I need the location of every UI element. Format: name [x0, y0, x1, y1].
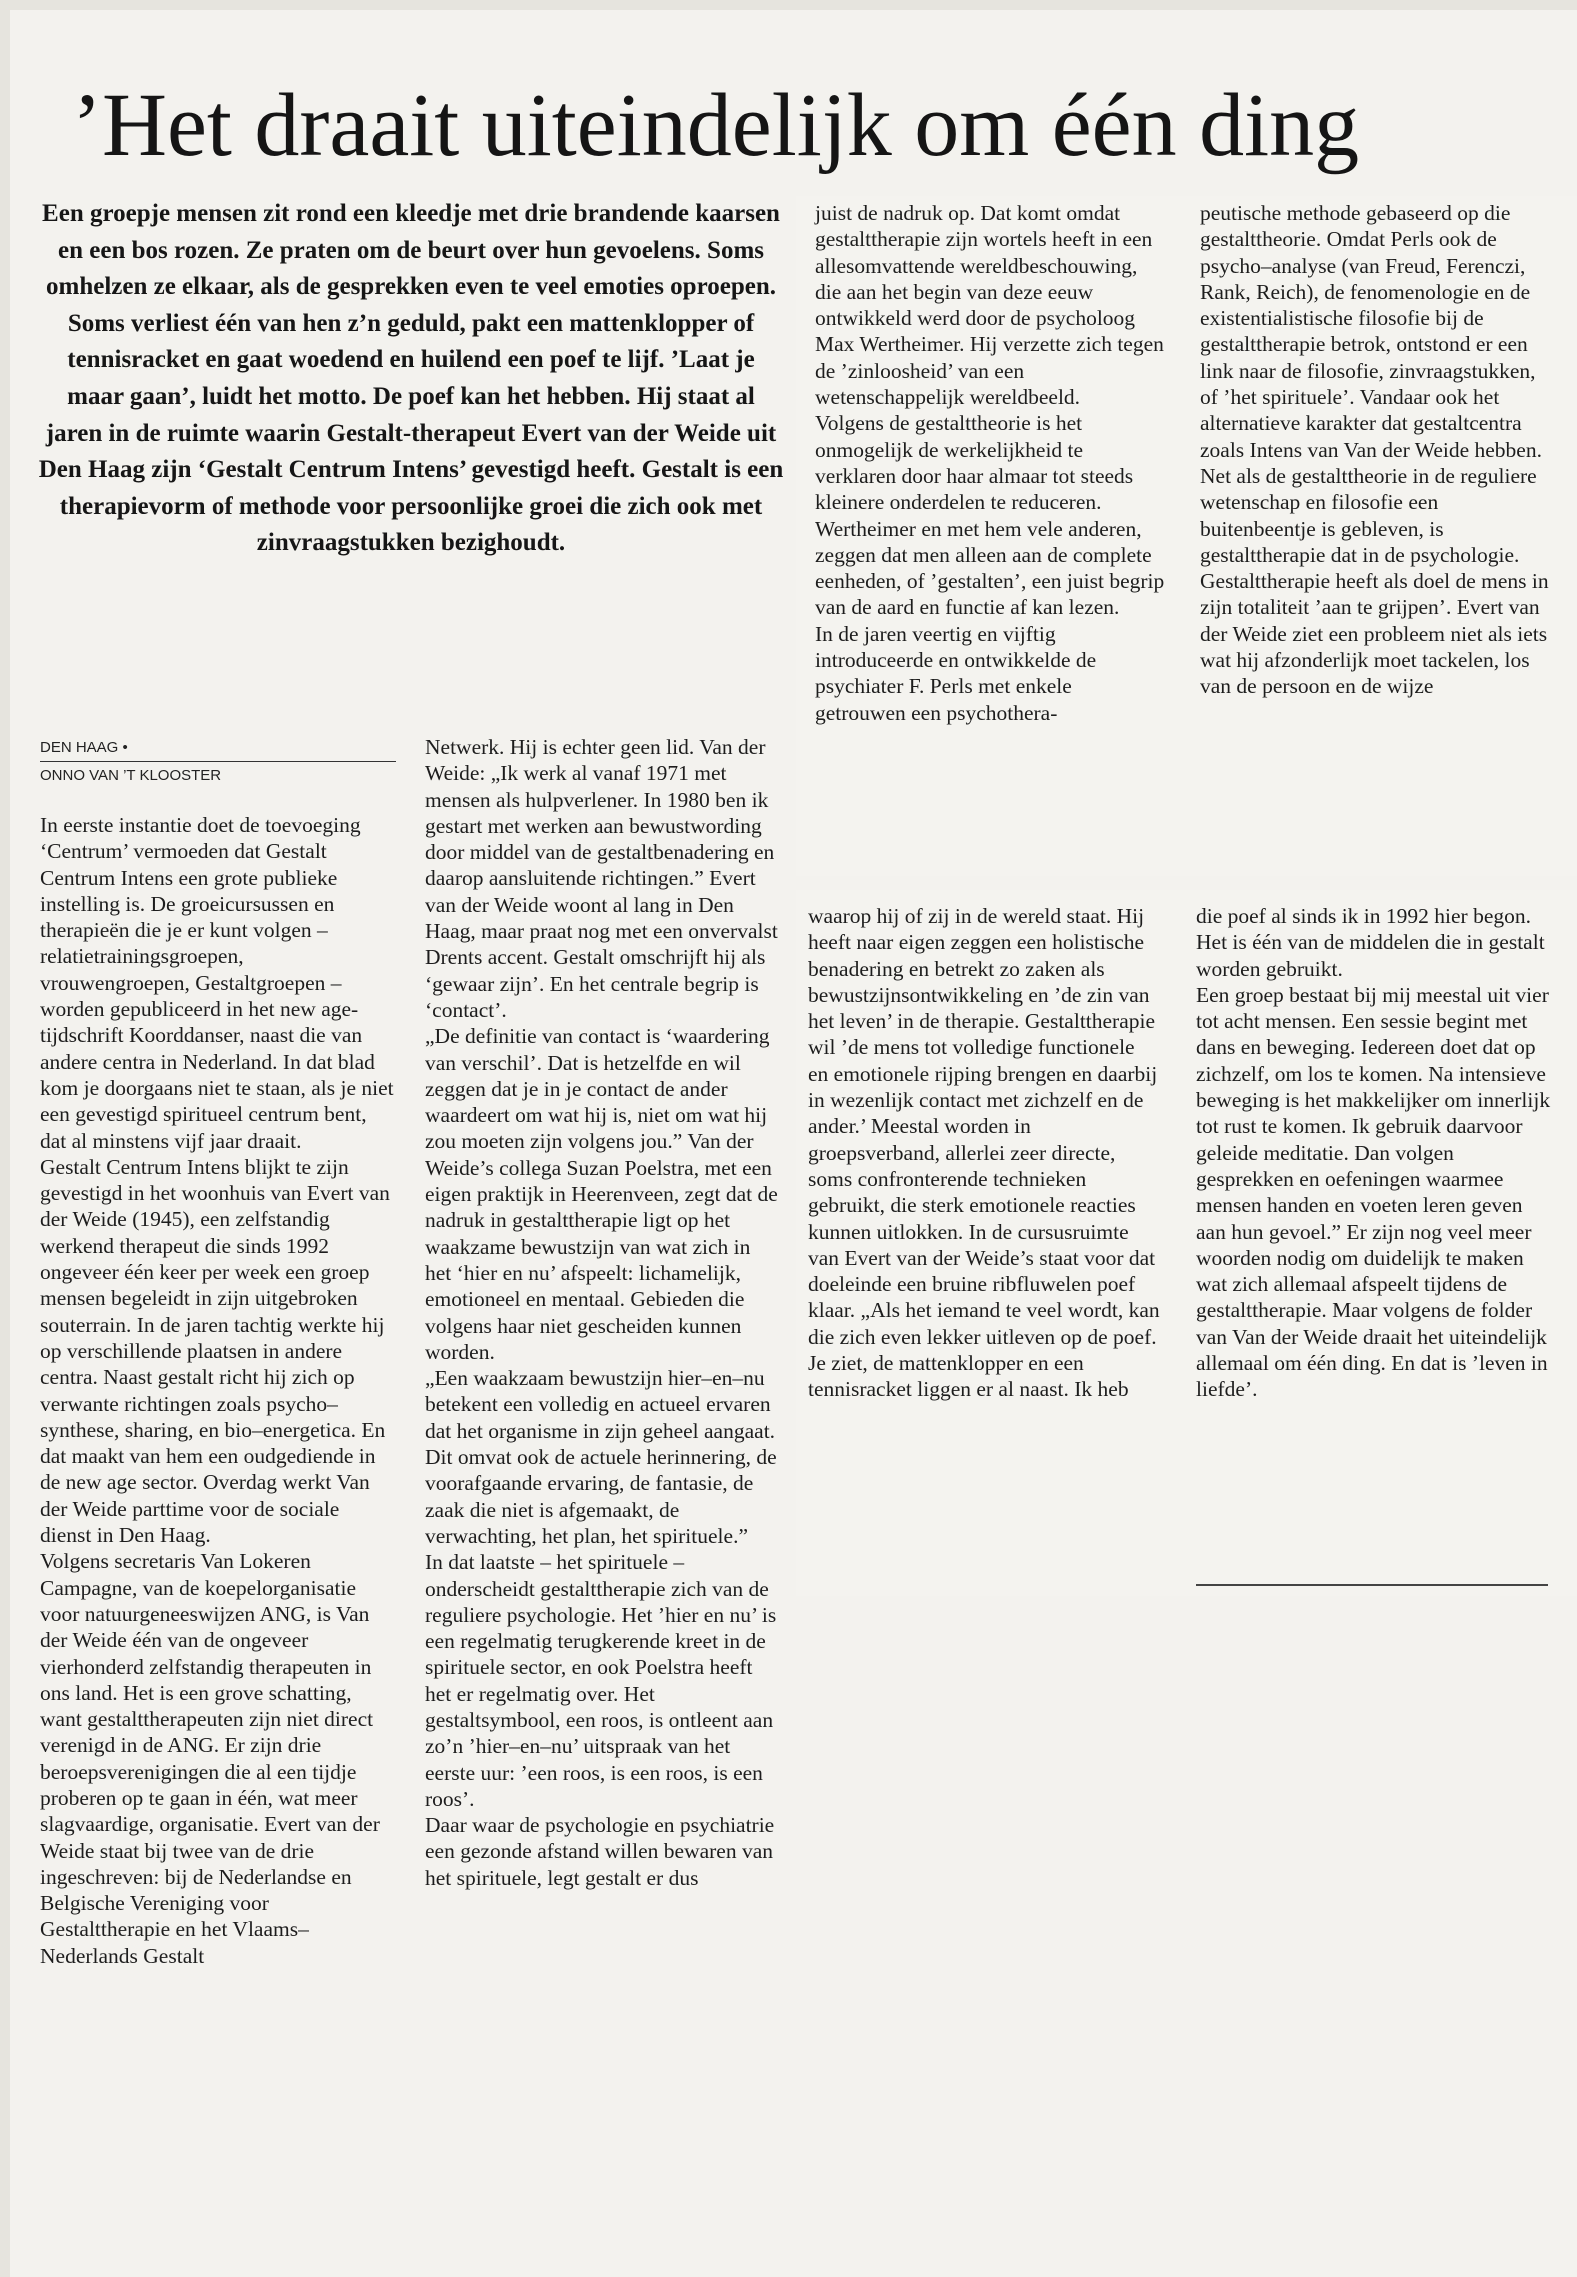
paragraph: peutische methode gebaseerd op die gestalttheorie. Omdat Perls ook de psycho–analyse (van Freud, Ferenczi, Rank, Reich), de fenomenologie en de existentialistische filosofie bij de gestalttherapie betrok, ontstond er een link naar de filosofie, zinvraagstukken, of ’het spirituele’. Vandaar ook het alternatieve karakter dat gestaltcentra zoals Intens van Van der Weide hebben.	[1200, 201, 1542, 462]
paragraph: „Een waakzaam bewustzijn hier–en–nu betekent een volledig en actueel ervaren dat het organisme in zijn geheel aangaat. Dit omvat ook de actuele herinnering, de voorafgaande ervaring, de fantasie, de zaak die niet is afgemaakt, de verwachting, het plan, het spirituele.”	[425, 1366, 777, 1548]
paragraph: Gestalt Centrum Intens blijkt te zijn gevestigd in het woonhuis van Evert van der Weide (1945), een zelfstandig werkend therapeut die sinds 1992 ongeveer één keer per week een groep mensen begeleidt in zijn uitgebroken souterrain. In de jaren tachtig werkte hij op verschillende plaatsen in andere centra. Naast gestalt richt hij zich op verwante richtingen zoals psycho–synthese, sharing, en bio–energetica. En dat maakt van hem een oudgediende in de new age sector. Overdag werkt Van der Weide parttime voor de sociale dienst in Den Haag.	[40, 1154, 390, 1548]
lead-paragraph	[36, 196, 786, 562]
paragraph: waarop hij of zij in de wereld staat. Hij heeft naar eigen zeggen een holistische benadering en betrekt zo zaken als bewustzijnsontwikkeling en ’de zin van het leven’ in de therapie. Gestalttherapie wil ’de mens tot volledige functionele en emotionele rijping brengen en daarbij in wezenlijk contact met zichzelf en de ander.’ Meestal worden in groepsverband, allerlei zeer directe, soms confronterende technieken gebruikt, die sterk emotionele reacties kunnen uitlokken. In de cursusruimte van Evert van der Weide’s staat voor dat doeleinde een bruine ribfluwelen poef klaar. „Als het iemand te veel wordt, kan die zich even lekker uitleven op de poef. Je ziet, de mattenklopper en een tennisracket liggen er al naast. Ik heb	[808, 904, 1160, 1402]
paragraph: Een groep bestaat bij mij meestal uit vier tot acht mensen. Een sessie begint met dans en beweging. Iedereen doet dat op zichzelf, om los te komen. Na intensieve beweging is het makkelijker om innerlijk tot rust te komen. Ik gebruik daarvoor geleide meditatie. Dan volgen gesprekken en oefeningen waarmee mensen handen en voeten leren geven aan hun gevoel.” Er zijn nog veel meer woorden nodig om duidelijk te maken wat zich allemaal afspeelt tijdens de gestalttherapie. Maar volgens de folder van Van der Weide draait het uiteindelijk allemaal om één ding. En dat is ’leven in liefde’.	[1196, 982, 1551, 1402]
byline	[40, 738, 396, 786]
headline: ’Het draait uiteindelijk om één ding	[72, 76, 1360, 176]
paragraph: Daar waar de psychologie en psychiatrie een gezonde afstand willen bewaren van het spirituele, legt gestalt er dus	[425, 1813, 775, 1890]
column-3	[815, 200, 1165, 726]
paragraph: In eerste instantie doet de toevoeging ‘Centrum’ vermoeden dat Gestalt Centrum Intens een grote publieke instelling is. De groeicursussen en therapieën die je er kunt volgen – relatietrainingsgroepen, vrouwengroepen, Gestaltgroepen – worden gepubliceerd in het new age-tijdschrift Koorddanser, naast die van andere centra in Nederland. In dat blad kom je doorgaans niet te staan, als je niet een gevestigd spiritueel centrum bent, dat al minstens vijf jaar draait.	[40, 813, 394, 1153]
paragraph: Netwerk. Hij is echter geen lid. Van der Weide: „Ik werk al vanaf 1971 met mensen als hulpverlener. In 1980 ben ik gestart met werken aan bewustwording door middel van de gestaltbenadering en daarop aansluitende richtingen.” Evert van der Weide woont al lang in Den Haag, maar praat nog met een onvervalst Drents accent. Gestalt omschrijft hij als ‘gewaar zijn’. En het centrale begrip is ‘contact’.	[425, 735, 778, 1022]
end-rule	[1196, 1584, 1548, 1586]
dateline: DEN HAAG •	[40, 738, 396, 762]
paragraph: die poef al sinds ik in 1992 hier begon. Het is één van de middelen die in gestalt worden gebruikt.	[1196, 904, 1545, 981]
paragraph: „De definitie van contact is ‘waardering van verschil’. Dat is hetzelfde en wil zeggen dat je in je contact de ander waardeert om wat hij is, niet om wat hij zou moeten zijn volgens jou.” Van der Weide’s collega Suzan Poelstra, met een eigen praktijk in Heerenveen, zegt dat de nadruk in gestalttherapie ligt op het waakzame bewustzijn van wat zich in het ‘hier en nu’ afspeelt: lichamelijk, emotioneel en mentaal. Gebieden die volgens haar niet gescheiden kunnen worden.	[425, 1024, 778, 1364]
column-5	[808, 903, 1160, 1403]
lead-text: Een groepje mensen zit rond een kleedje met drie brandende kaarsen en een bos rozen. Ze praten om de beurt over hun gevoelens. Soms omhelzen ze elkaar, als de gesprekken even te veel emoties oproepen. Soms verliest één van hen z’n geduld, pakt een mattenklopper of tennisracket en gaat woedend en huilend een poef te lijf. ’Laat je maar gaan’, luidt het motto. De poef kan het hebben. Hij staat al jaren in de ruimte waarin Gestalt-therapeut Evert van der Weide uit Den Haag zijn ‘Gestalt Centrum Intens’ gevestigd heeft. Gestalt is een therapievorm of methode voor persoonlijke groei die zich ook met zinvraagstukken bezighoudt.	[38, 200, 784, 557]
column-6	[1196, 903, 1551, 1403]
column-2	[425, 734, 781, 1891]
paragraph: Volgens de gestalttheorie is het onmogelijk de werkelijkheid te verklaren door haar almaar tot steeds kleinere onderdelen te reduceren. Wertheimer en met hem vele anderen, zeggen dat men alleen aan de complete eenheden, of ’gestalten’, een juist begrip van de aard en functie af kan lezen.	[815, 411, 1165, 620]
paragraph: In dat laatste – het spirituele – onderscheidt gestalttherapie zich van de reguliere psychologie. Het ’hier en nu’ is een regelmatig terugkerende kreet in de spirituele sector, en ook Poelstra heeft het er regelmatig over. Het gestaltsymbool, een roos, is ontleent aan zo’n ’hier–en–nu’ uitspraak van het eerste uur: ’een roos, is een roos, is een roos’.	[425, 1550, 777, 1811]
paragraph: Net als de gestalttheorie in de reguliere wetenschap en filosofie een buitenbeentje is gebleven, is gestalttherapie dat in de psychologie. Gestalttherapie heeft als doel de mens in zijn totaliteit ’aan te grijpen’. Evert van der Weide ziet een probleem niet als iets wat hij afzonderlijk moet tackelen, los van de persoon en de wijze	[1200, 463, 1549, 699]
author: ONNO VAN ’T KLOOSTER	[40, 767, 222, 784]
paragraph: Volgens secretaris Van Lokeren Campagne, van de koepelorganisatie voor natuurgeneeswijzen ANG, is Van der Weide één van de ongeveer vierhonderd zelfstandig therapeuten in ons land. Het is een grove schatting, want gestalttherapeuten zijn niet direct verenigd in de ANG. Er zijn drie beroepsverenigingen die al een tijdje proberen op te gaan in één, wat meer slagvaardige, organisatie. Evert van der Weide staat bij twee van de drie ingeschreven: bij de Nederlandse en Belgische Vereniging voor Gestalttherapie en het Vlaams–Nederlands Gestalt	[40, 1549, 380, 1968]
paragraph: In de jaren veertig en vijftig introduceerde en ontwikkelde de psychiater F. Perls met enkele getrouwen een psychothera-	[815, 621, 1097, 725]
paragraph: juist de nadruk op. Dat komt omdat gestalttherapie zijn wortels heeft in een allesomvattende wereldbeschouwing, die aan het begin van deze eeuw ontwikkeld werd door de psycholoog Max Wertheimer. Hij verzette zich tegen de ’zinloosheid’ van een wetenschappelijk wereldbeeld.	[815, 201, 1164, 410]
column-4	[1200, 200, 1555, 700]
column-1	[40, 812, 396, 1969]
